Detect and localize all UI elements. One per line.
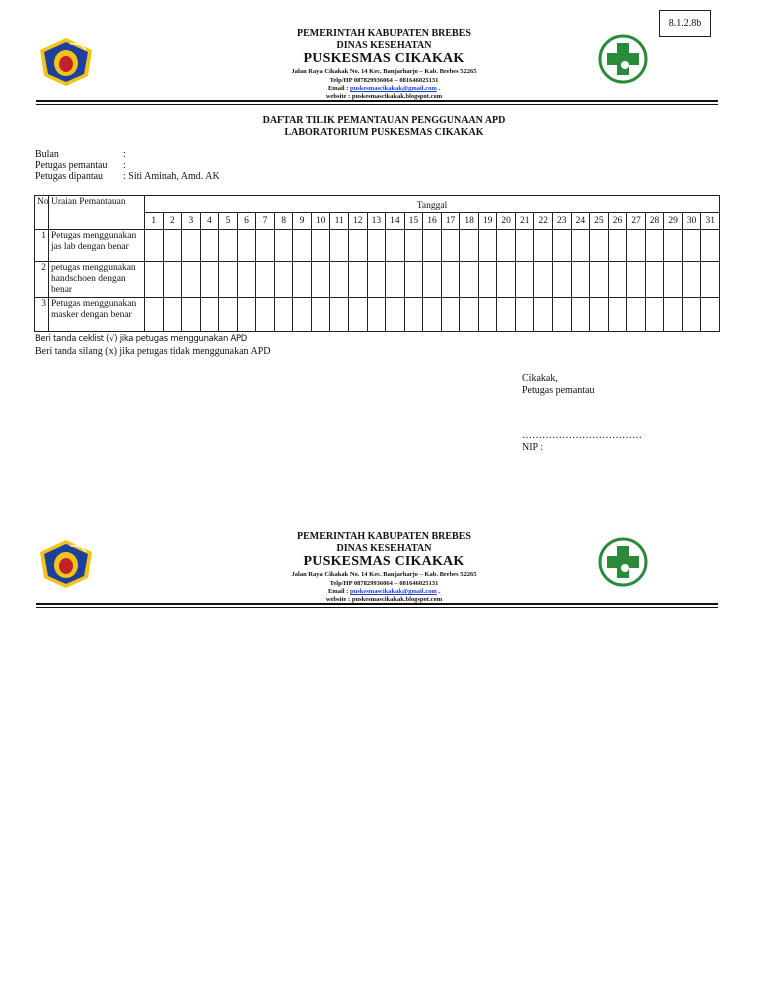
checklist-cell[interactable]: [701, 298, 720, 332]
row-description: petugas menggunakan handschoen dengan benar: [49, 262, 145, 298]
checklist-cell[interactable]: [237, 298, 256, 332]
checklist-cell[interactable]: [441, 262, 460, 298]
table-header-row: [35, 196, 720, 213]
checklist-cell[interactable]: [590, 262, 609, 298]
checklist-cell[interactable]: [330, 230, 349, 262]
checklist-cell[interactable]: [200, 230, 219, 262]
checklist-cell[interactable]: [386, 230, 405, 262]
checklist-cell[interactable]: [404, 230, 423, 262]
col-header-tanggal: Tanggal: [145, 196, 720, 213]
checklist-cell[interactable]: [274, 230, 293, 262]
day-header-cell: 26: [608, 213, 627, 230]
checklist-cell[interactable]: [256, 230, 275, 262]
checklist-cell[interactable]: [367, 230, 386, 262]
day-header-cell: 24: [571, 213, 590, 230]
checklist-cell[interactable]: [478, 230, 497, 262]
day-header-cell: 20: [497, 213, 516, 230]
row-description: Petugas menggunakan masker dengan benar: [49, 298, 145, 332]
checklist-cell[interactable]: [200, 298, 219, 332]
email-link[interactable]: puskesmascikakak@gmail.com: [350, 85, 437, 92]
checklist-cell[interactable]: [404, 262, 423, 298]
checklist-cell[interactable]: [423, 262, 442, 298]
checklist-cell[interactable]: [497, 230, 516, 262]
checklist-cell[interactable]: [627, 262, 646, 298]
checklist-cell[interactable]: [145, 298, 164, 332]
day-header-cell: 28: [645, 213, 664, 230]
checklist-cell[interactable]: [330, 298, 349, 332]
day-header-cell: 17: [441, 213, 460, 230]
checklist-cell[interactable]: [237, 262, 256, 298]
checklist-cell[interactable]: [627, 230, 646, 262]
day-header-cell: 8: [274, 213, 293, 230]
table-row: [35, 298, 720, 332]
table-row: [35, 230, 720, 262]
day-header-cell: 10: [311, 213, 330, 230]
checklist-cell[interactable]: [386, 262, 405, 298]
checklist-cell[interactable]: [515, 262, 534, 298]
day-header-cell: 14: [386, 213, 405, 230]
checklist-cell[interactable]: [311, 298, 330, 332]
field-bulan-value[interactable]: :: [123, 149, 126, 160]
row-number: 1: [35, 230, 49, 262]
checklist-cell[interactable]: [460, 230, 479, 262]
col-header-no: No: [35, 196, 49, 230]
checklist-cell[interactable]: [645, 230, 664, 262]
day-header-cell: 12: [349, 213, 368, 230]
checklist-cell[interactable]: [478, 262, 497, 298]
field-bulan-label: Bulan: [35, 149, 59, 160]
header-email-line: [0, 85, 768, 92]
header-phone: Telp/HP 087829936064 – 081646025131: [329, 580, 439, 587]
checklist-cell[interactable]: [349, 230, 368, 262]
checklist-cell[interactable]: [664, 298, 683, 332]
checklist-cell[interactable]: [423, 230, 442, 262]
header-puskesmas: PUSKESMAS CIKAKAK: [303, 554, 465, 569]
checklist-cell[interactable]: [163, 230, 182, 262]
day-header-cell: 9: [293, 213, 312, 230]
form-title: DAFTAR TILIK PEMANTAUAN PENGGUNAAN APD: [262, 115, 506, 126]
checklist-cell[interactable]: [349, 262, 368, 298]
checklist-cell[interactable]: [311, 262, 330, 298]
checklist-cell[interactable]: [608, 230, 627, 262]
checklist-cell[interactable]: [200, 262, 219, 298]
checklist-cell[interactable]: [441, 230, 460, 262]
monitoring-table: [34, 195, 720, 332]
checklist-cell[interactable]: [608, 262, 627, 298]
checklist-cell[interactable]: [349, 298, 368, 332]
day-header-cell: 6: [237, 213, 256, 230]
checklist-cell[interactable]: [664, 262, 683, 298]
email-link[interactable]: puskesmascikakak@gmail.com: [350, 588, 437, 595]
checklist-cell[interactable]: [386, 298, 405, 332]
checklist-cell[interactable]: [293, 230, 312, 262]
checklist-cell[interactable]: [163, 262, 182, 298]
email-suffix: .: [438, 588, 441, 595]
header-website: website : puskesmascikakak.blogspot.com: [325, 596, 443, 603]
document-number: 8.1.2.8b: [659, 10, 711, 37]
checklist-cell[interactable]: [274, 298, 293, 332]
day-header-cell: 30: [682, 213, 701, 230]
col-header-uraian: Uraian Pemantauan: [49, 196, 145, 230]
header-rule-thick: [36, 100, 718, 102]
day-header-cell: 5: [219, 213, 238, 230]
checklist-cell[interactable]: [553, 298, 572, 332]
checklist-cell[interactable]: [497, 262, 516, 298]
checklist-cell[interactable]: [682, 298, 701, 332]
signature-nip: NIP :: [522, 442, 544, 453]
header-department: DINAS KESEHATAN: [336, 543, 432, 554]
checklist-cell[interactable]: [237, 230, 256, 262]
note-cross: Beri tanda silang (x) jika petugas tidak menggunakan APD: [35, 346, 271, 357]
checklist-cell[interactable]: [534, 298, 553, 332]
day-header-cell: 15: [404, 213, 423, 230]
field-pemantau-value[interactable]: :: [123, 160, 126, 171]
checklist-cell[interactable]: [645, 262, 664, 298]
day-header-cell: 21: [515, 213, 534, 230]
header-government: PEMERINTAH KABUPATEN BREBES: [297, 28, 471, 39]
checklist-cell[interactable]: [256, 262, 275, 298]
health-cross-icon: [598, 537, 648, 587]
checklist-cell[interactable]: [219, 298, 238, 332]
header-address: Jalan Raya Cikakak No. 14 Kec. Banjarharjo – Kab. Brebes 52265: [291, 68, 477, 75]
health-cross-icon: [598, 34, 648, 84]
field-pemantau-label: Petugas pemantau: [35, 160, 108, 171]
checklist-cell[interactable]: [293, 298, 312, 332]
header-website: website : puskesmascikakak.blogspot.com: [325, 93, 443, 100]
email-suffix: .: [438, 85, 441, 92]
note-checklist: Beri tanda ceklist (√) jika petugas menggunakan APD: [35, 334, 248, 344]
checklist-cell[interactable]: [182, 230, 201, 262]
row-number: 2: [35, 262, 49, 298]
header-phone: Telp/HP 087829936064 – 081646025131: [329, 77, 439, 84]
checklist-cell[interactable]: [645, 298, 664, 332]
form-subtitle: LABORATORIUM PUSKESMAS CIKAKAK: [284, 127, 484, 138]
signature-place: Cikakak,: [522, 373, 558, 384]
checklist-cell[interactable]: [367, 262, 386, 298]
checklist-cell[interactable]: [330, 262, 349, 298]
day-header-cell: 23: [553, 213, 572, 230]
day-header-cell: 11: [330, 213, 349, 230]
checklist-cell[interactable]: [571, 230, 590, 262]
day-header-cell: 22: [534, 213, 553, 230]
day-header-cell: 31: [701, 213, 720, 230]
checklist-cell[interactable]: [701, 262, 720, 298]
checklist-cell[interactable]: [608, 298, 627, 332]
checklist-cell[interactable]: [571, 298, 590, 332]
checklist-cell[interactable]: [478, 298, 497, 332]
checklist-cell[interactable]: [219, 262, 238, 298]
header-department: DINAS KESEHATAN: [336, 40, 432, 51]
day-header-cell: 18: [460, 213, 479, 230]
checklist-cell[interactable]: [571, 262, 590, 298]
checklist-cell[interactable]: [682, 262, 701, 298]
checklist-cell[interactable]: [515, 230, 534, 262]
checklist-cell[interactable]: [627, 298, 646, 332]
header-government: PEMERINTAH KABUPATEN BREBES: [297, 531, 471, 542]
row-number: 3: [35, 298, 49, 332]
checklist-cell[interactable]: [367, 298, 386, 332]
day-header-cell: 3: [182, 213, 201, 230]
field-dipantau-value[interactable]: : Siti Aminah, Amd. AK: [123, 171, 220, 182]
checklist-cell[interactable]: [515, 298, 534, 332]
checklist-cell[interactable]: [590, 298, 609, 332]
email-label: Email :: [327, 85, 349, 92]
row-description: Petugas menggunakan jas lab dengan benar: [49, 230, 145, 262]
checklist-cell[interactable]: [274, 262, 293, 298]
checklist-cell[interactable]: [293, 262, 312, 298]
day-header-cell: 13: [367, 213, 386, 230]
checklist-cell[interactable]: [553, 230, 572, 262]
checklist-cell[interactable]: [664, 230, 683, 262]
email-label: Email :: [327, 588, 349, 595]
checklist-cell[interactable]: [163, 298, 182, 332]
table-row: [35, 262, 720, 298]
checklist-cell[interactable]: [553, 262, 572, 298]
day-header-cell: 4: [200, 213, 219, 230]
signature-dots: ………………………………: [522, 430, 642, 441]
signature-role: Petugas pemantau: [522, 385, 595, 396]
day-header-cell: 19: [478, 213, 497, 230]
checklist-cell[interactable]: [182, 298, 201, 332]
checklist-cell[interactable]: [460, 262, 479, 298]
day-header-cell: 2: [163, 213, 182, 230]
day-header-cell: 16: [423, 213, 442, 230]
checklist-cell[interactable]: [701, 230, 720, 262]
day-header-cell: 29: [664, 213, 683, 230]
header-address: Jalan Raya Cikakak No. 14 Kec. Banjarharjo – Kab. Brebes 52265: [291, 571, 477, 578]
header-puskesmas: PUSKESMAS CIKAKAK: [303, 51, 465, 66]
header-rule-thin: [36, 607, 718, 608]
day-header-cell: 7: [256, 213, 275, 230]
checklist-cell[interactable]: [534, 230, 553, 262]
header-email-line: [0, 588, 768, 595]
checklist-cell[interactable]: [441, 298, 460, 332]
checklist-cell[interactable]: [534, 262, 553, 298]
checklist-cell[interactable]: [590, 230, 609, 262]
checklist-cell[interactable]: [145, 230, 164, 262]
checklist-cell[interactable]: [311, 230, 330, 262]
checklist-cell[interactable]: [460, 298, 479, 332]
header-rule-thin: [36, 104, 718, 105]
checklist-cell[interactable]: [219, 230, 238, 262]
field-dipantau-label: Petugas dipantau: [35, 171, 104, 182]
checklist-cell[interactable]: [404, 298, 423, 332]
checklist-cell[interactable]: [256, 298, 275, 332]
header-rule-thick: [36, 603, 718, 605]
day-header-cell: 1: [145, 213, 164, 230]
checklist-cell[interactable]: [182, 262, 201, 298]
checklist-cell[interactable]: [682, 230, 701, 262]
day-header-cell: 25: [590, 213, 609, 230]
checklist-cell[interactable]: [145, 262, 164, 298]
checklist-cell[interactable]: [497, 298, 516, 332]
day-header-cell: 27: [627, 213, 646, 230]
checklist-cell[interactable]: [423, 298, 442, 332]
